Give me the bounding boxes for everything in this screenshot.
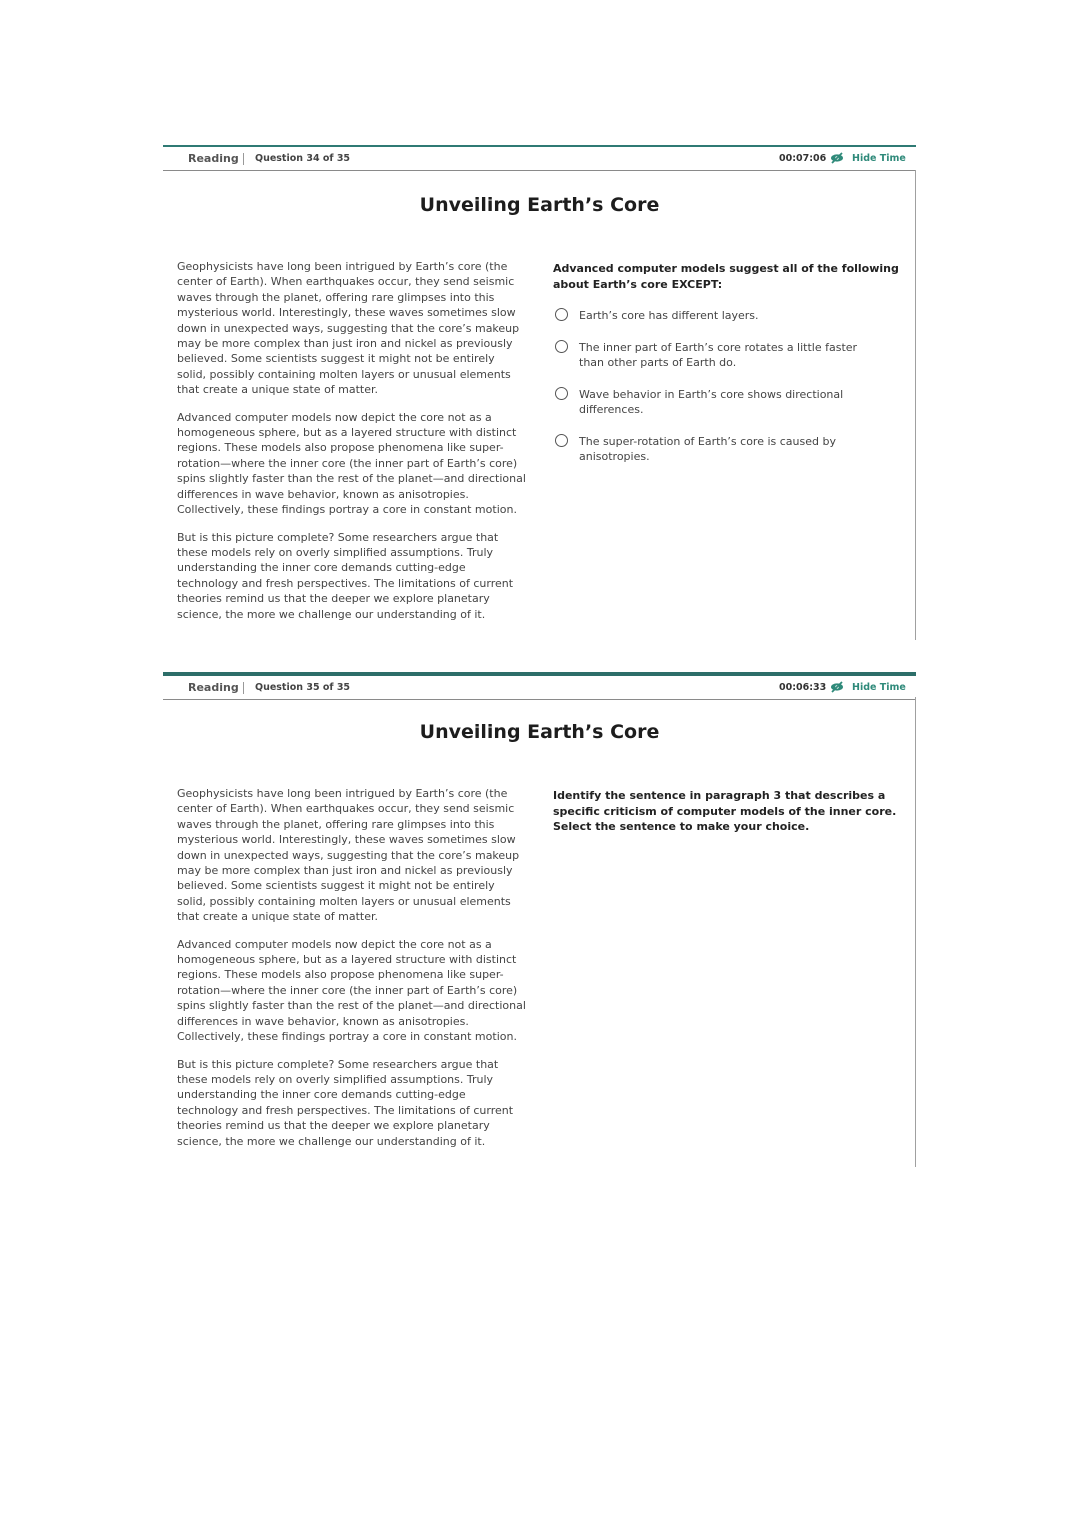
answer-option-c[interactable] xyxy=(553,387,859,418)
panel-border xyxy=(915,697,916,1167)
timer: 00:06:33 xyxy=(779,682,827,693)
passage-title: Unveiling Earth’s Core xyxy=(419,721,660,743)
radio-circle-icon[interactable] xyxy=(555,308,568,321)
section-label: Reading xyxy=(188,681,239,694)
divider xyxy=(243,153,244,165)
answer-option-a[interactable] xyxy=(553,308,859,324)
question-counter: Question 35 of 35 xyxy=(255,682,351,693)
paragraph-3: But is this picture complete? Some researchers argue that these models rely on overly simplified assumptions. Truly understanding the inner core demands cutting-edge technology and fresh perspectives. The limitations of current theories remind us that the deeper we explore planetary science, the more we challenge our understanding of it. xyxy=(177,530,514,621)
hide-time-button[interactable]: Hide Time xyxy=(852,682,906,693)
timer: 00:07:06 xyxy=(779,153,827,164)
option-label: Wave behavior in Earth’s core shows directional differences. xyxy=(579,387,844,416)
question-counter: Question 34 of 35 xyxy=(255,153,351,164)
question-screen-35 xyxy=(163,672,916,1166)
option-label: The super-rotation of Earth’s core is caused by anisotropies. xyxy=(579,434,836,463)
top-bar xyxy=(163,672,916,700)
passage-title: Unveiling Earth’s Core xyxy=(419,194,660,216)
answer-option-b[interactable] xyxy=(553,340,859,371)
paragraph-1: Geophysicists have long been intrigued by Earth’s core (the center of Earth). When earthquakes occur, they send seismic waves through the planet, offering rare glimpses into this mysterious world. Interestingly, these waves sometimes slow down in unexpected ways, suggesting that the core’s makeup may be more complex than just iron and nickel as previously believed. Some scientists suggest it might not be entirely solid, possibly containing molten layers or unusual elements that create a unique state of matter. xyxy=(177,787,520,924)
divider xyxy=(243,682,244,694)
section-label: Reading xyxy=(188,152,239,165)
eye-slash-icon[interactable] xyxy=(830,152,844,164)
question-stem: Advanced computer models suggest all of the following about Earth’s core EXCEPT: xyxy=(553,262,899,291)
question-area xyxy=(553,788,913,835)
paragraph-1: Geophysicists have long been intrigued by Earth’s core (the center of Earth). When earthquakes occur, they send seismic waves through the planet, offering rare glimpses into this mysterious world. Interestingly, these waves sometimes slow down in unexpected ways, suggesting that the core’s makeup may be more complex than just iron and nickel as previously believed. Some scientists suggest it might not be entirely solid, possibly containing molten layers or unusual elements that create a unique state of matter. xyxy=(177,260,520,397)
question-area xyxy=(553,261,913,481)
radio-circle-icon[interactable] xyxy=(555,387,568,400)
top-bar xyxy=(163,145,916,171)
reading-passage xyxy=(177,259,527,634)
option-label: The inner part of Earth’s core rotates a little faster than other parts of Earth do. xyxy=(579,340,858,369)
option-label: Earth’s core has different layers. xyxy=(579,309,759,322)
answer-option-d[interactable] xyxy=(553,434,859,465)
panel-border xyxy=(915,170,916,640)
paragraph-2: Advanced computer models now depict the core not as a homogeneous sphere, but as a layered structure with distinct regions. These models also propose phenomena like super-rotation—where the inner core (the inner part of Earth’s core) spins slightly faster than the rest of the planet—and directional differences in wave behavior, known as anisotropies. Collectively, these findings portray a core in constant motion. xyxy=(177,937,526,1044)
reading-passage xyxy=(177,786,527,1161)
eye-slash-icon[interactable] xyxy=(830,681,844,693)
answer-options xyxy=(553,308,913,465)
question-stem: Identify the sentence in paragraph 3 that describes a specific criticism of computer models of the inner core. Select the sentence to make your choice. xyxy=(553,789,897,833)
paragraph-2: Advanced computer models now depict the core not as a homogeneous sphere, but as a layered structure with distinct regions. These models also propose phenomena like super-rotation—where the inner core (the inner part of Earth’s core) spins slightly faster than the rest of the planet—and directional differences in wave behavior, known as anisotropies. Collectively, these findings portray a core in constant motion. xyxy=(177,410,526,517)
paragraph-3[interactable]: But is this picture complete? Some researchers argue that these models rely on overly simplified assumptions. Truly understanding the inner core demands cutting-edge technology and fresh perspectives. The limitations of current theories remind us that the deeper we explore planetary science, the more we challenge our understanding of it. xyxy=(177,1057,514,1148)
radio-circle-icon[interactable] xyxy=(555,434,568,447)
question-screen-34 xyxy=(163,145,916,640)
radio-circle-icon[interactable] xyxy=(555,340,568,353)
hide-time-button[interactable]: Hide Time xyxy=(852,153,906,164)
